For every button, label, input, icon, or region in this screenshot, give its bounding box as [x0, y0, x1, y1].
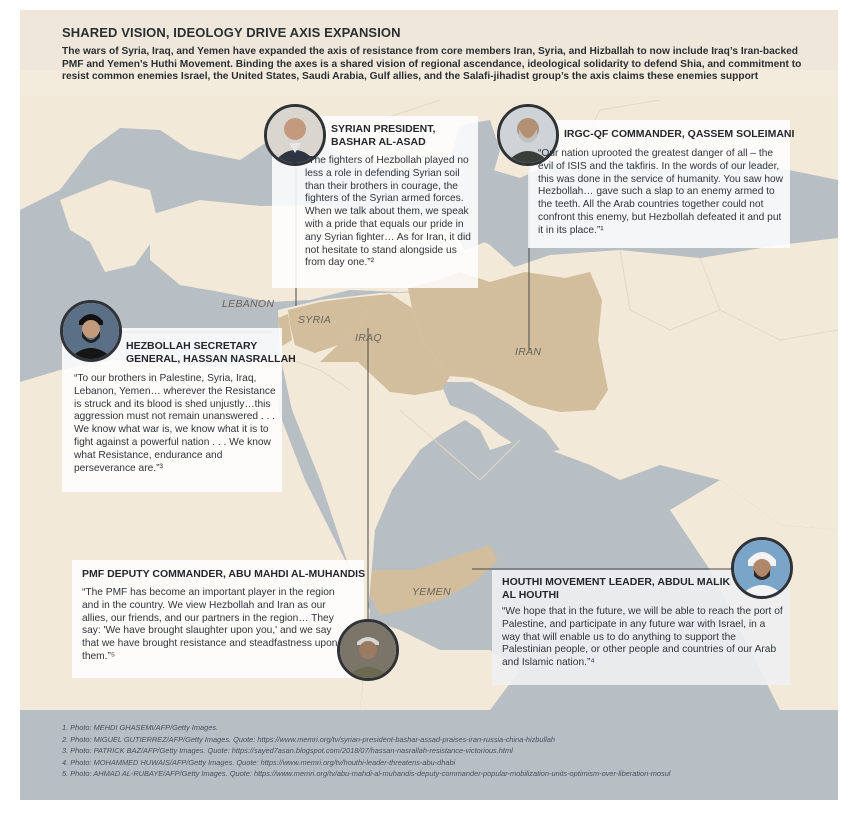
footnotes [62, 722, 670, 780]
quote-houthi: “We hope that in the future, we will be able to reach the port of Palestine, and participate in any future war with Israel, in a way that will enable us to do anything to support the Palestinian people, or other people and countries of our Arab and Islamic nation.”⁴ [502, 606, 783, 669]
label-lebanon: LEBANON [222, 298, 275, 310]
speaker-title-assad: SYRIAN PRESIDENT, [331, 123, 436, 135]
speaker-name-houthi [502, 576, 730, 602]
quote-soleimani: “Our nation uprooted the greatest danger of all – the evil of ISIS and the takfiris. In the words of our leader, this was done in the service of humanity. You saw how Hezbollah… gave such a slap to an enemy armed to the teeth. All the Arab countries together could not confront this enemy, but Hezbollah defeated it and put it in its place.”¹ [538, 148, 784, 236]
speaker-fullname-nasrallah: GENERAL, HASSAN NASRALLAH [126, 353, 296, 365]
speaker-title-nasrallah: HEZBOLLAH SECRETARY [126, 340, 258, 352]
label-syria: SYRIA [298, 314, 332, 326]
speaker-name-muhandis: PMF DEPUTY COMMANDER, ABU MAHDI AL-MUHANDIS [82, 568, 366, 580]
speaker-fullname-houthi: AL HOUTHI [502, 589, 559, 601]
page-title: SHARED VISION, IDEOLOGY DRIVE AXIS EXPANSION [62, 25, 401, 40]
footnote: 5. Photo: AHMAD AL-RUBAYE/AFP/Getty Images. Quote: https://www.memri.org/tv/abu-mahdi-al-muhandis-deputy-commander-popular-mobilization-units-optimism-over-liberation-mosul [62, 769, 671, 779]
portrait-icon [731, 537, 793, 599]
label-iraq: IRAQ [355, 332, 382, 344]
speaker-title-houthi: HOUTHI MOVEMENT LEADER, ABDUL MALIK [502, 576, 731, 588]
speaker-name-nasrallah [126, 340, 296, 366]
footnote: 1. Photo: MEHDI GHASEMI/AFP/Getty Images. [62, 723, 219, 732]
footnote: 3. Photo: PATRICK BAZ/AFP/Getty Images. Quote: https://sayed7asan.blogspot.com/2018/07/hassan-nasrallah-resistance-victorious.html [62, 746, 513, 756]
intro-text: The wars of Syria, Iraq, and Yemen have expanded the axis of resistance from core members Iran, Syria, and Hizballah to now include Iraq’s Iran-backed PMF and Yemen’s Huthi Movement. Binding the axes is a shared vision of regional ascendance, ideological solidarity to defend Shia, and commitment to resist common enemies Israel, the United States, Saudi Arabia, Gulf allies, and the Salafi-jihadist group’s the axis claims these enemies support [62, 46, 802, 83]
speaker-fullname-assad: BASHAR AL-ASAD [331, 136, 426, 148]
infographic-frame [20, 10, 838, 800]
speaker-name-soleimani: IRGC-QF COMMANDER, QASSEM SOLEIMANI [564, 128, 795, 140]
footnote: 2. Photo: MIGUEL GUTIERREZ/AFP/Getty Images. Quote: https://www.memri.org/tv/syrian-president-bashar-assad-praises-iran-russia-china-hizbullah [62, 734, 556, 744]
quote-muhandis: “The PMF has become an important player in the region and in the country. We view Hezbollah and Iran as our allies, our friends, and our partners in the region… They say: 'We have brought slaughter upon you,' and we say that we have brought resistance and steadfastness upon them.”⁵ [82, 587, 338, 662]
portrait-icon [60, 300, 122, 362]
footnote: 4. Photo: MOHAMMED HUWAIS/AFP/Getty Images. Quote: https://www.memri.org/tv/houthi-leader-threatens-abu-dhabi [62, 757, 456, 767]
quote-nasrallah: “To our brothers in Palestine, Syria, Iraq, Lebanon, Yemen… wherever the Resistance is struck and its blood is shed unjustly…this aggression must not remain unanswered . . . We know what war is, we know what it is to fight against a powerful nation . . . We know what Resistance, endurance and perseverance are.”³ [74, 373, 276, 474]
speaker-name-assad [331, 123, 435, 149]
label-yemen: YEMEN [412, 586, 451, 598]
label-iran: IRAN [515, 346, 542, 358]
quote-assad: “The fighters of Hezbollah played no less a role in defending Syrian soil than their brothers in courage, the fighters of the Syrian armed forces. When we talk about them, we speak with a pride that equals our pride in any Syrian fighter… As for Iran, it did not hesitate to stand alongside us from day one.”² [305, 155, 471, 269]
